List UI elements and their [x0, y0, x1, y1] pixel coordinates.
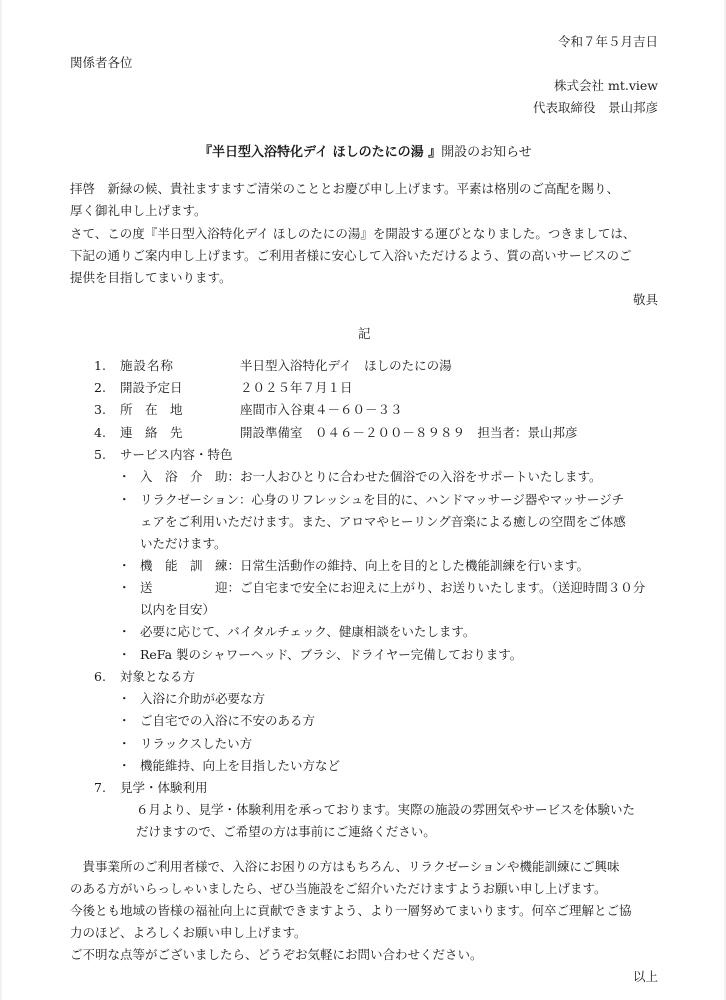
service-line: いただけます。	[140, 536, 227, 551]
closing-keigu: 敬具	[632, 292, 658, 307]
section-title: 見学・体験利用	[120, 780, 208, 795]
item-row	[94, 399, 403, 422]
greeting-line: 下記の通りご案内申し上げます。ご利用者様に安心して入浴いただけるよう、質の高いサービスのご	[70, 248, 632, 263]
item-number: 1.	[94, 358, 106, 373]
item-label: 連 絡 先	[120, 425, 183, 440]
bullet-marker: ・	[118, 758, 131, 773]
item-number: 3.	[94, 402, 106, 417]
target-line: 入浴に介助が必要な方	[140, 691, 266, 706]
visit-line: ６月より、見学・体験利用を承っております。実際の施設の雰囲気やサービスを体験いた	[136, 802, 636, 817]
service-line: リラクゼーション：心身のリフレッシュを目的に、ハンドマッサージ器やマッサージチ	[140, 492, 625, 507]
bullet-marker: ・	[118, 647, 131, 662]
bullet-marker: ・	[118, 580, 131, 595]
greeting-line: 厚く御礼申し上げます。	[70, 203, 207, 218]
service-line: 送 迎：ご自宅まで安全にお迎えに上がり、お送りいたします。（送迎時間３０分	[140, 580, 646, 595]
bullet-marker: ・	[118, 713, 131, 728]
service-line: 以内を目安）	[140, 602, 216, 617]
item-number: 6.	[94, 669, 106, 684]
service-line: 機 能 訓 練：日常生活動作の維持、向上を目的とした機能訓練を行います。	[140, 558, 590, 573]
bullet-marker: ・	[118, 492, 131, 507]
recipient: 関係者各位	[70, 55, 133, 70]
page-title	[199, 142, 532, 165]
item-value: ２０２５年７月１日	[240, 380, 353, 395]
item-label: 施設名称	[120, 358, 175, 373]
service-line: ェアをご利用いただけます。また、アロマやヒーリング音楽による癒しの空間をご体感	[140, 514, 626, 529]
section-title: 対象となる方	[120, 669, 196, 684]
service-line: 必要に応じて、バイタルチェック、健康相談をいたします。	[140, 624, 476, 639]
title-main: 『半日型入浴特化デイ ほしのたにの湯 』	[199, 145, 442, 160]
item-row	[94, 377, 353, 400]
item-row	[94, 355, 452, 378]
closing-ijo: 以上	[632, 969, 658, 984]
target-line: リラックスしたい方	[140, 736, 253, 751]
item-value: 座間市入谷東４－６０－３３	[240, 402, 403, 417]
representative: 代表取締役 景山邦彦	[532, 100, 658, 115]
company-name: 株式会社 mt.view	[554, 78, 658, 93]
item-row	[94, 422, 578, 445]
item-number: 7.	[94, 780, 106, 795]
greeting-line: さて、この度『半日型入浴特化デイ ほしのたにの湯』を開設する運びとなりました。つきましては、	[70, 226, 636, 241]
document-page	[2, 0, 724, 1000]
item-label: 所 在 地	[120, 402, 183, 417]
greeting-line: 提供を目指してまいります。	[70, 270, 232, 285]
bullet-marker: ・	[118, 558, 131, 573]
item-value: 半日型入浴特化デイ ほしのたにの湯	[240, 358, 452, 373]
service-line: 入 浴 介 助：お一人おひとりに合わせた個浴での入浴をサポートいたします。	[140, 469, 602, 484]
closing-line: 貴事業所のご利用者様で、入浴にお困りの方はもちろん、リラクゼーションや機能訓練にご興味	[70, 859, 620, 874]
section-heading	[94, 444, 233, 467]
item-number: 4.	[94, 425, 106, 440]
date: 令和７年５月吉日	[557, 34, 658, 49]
closing-line: のある方がいらっしゃいましたら、ぜひ当施設をご紹介いただけますようお願い申し上げます。	[70, 881, 607, 896]
item-value: 開設準備室 ０４６－２００－８９８９ 担当者：景山邦彦	[240, 425, 578, 440]
service-line: ReFa 製のシャワーヘッド、ブラシ、ドライヤー完備しております。	[140, 647, 523, 662]
item-label: 開設予定日	[120, 380, 183, 395]
item-number: 5.	[94, 447, 106, 462]
section-heading	[94, 666, 195, 689]
section-heading	[94, 777, 208, 800]
closing-line: ご不明な点等がございましたら、どうぞお気軽にお問い合わせください。	[70, 947, 483, 962]
greeting-line: 拝啓 新緑の候、貴社ますますご清栄のこととお慶び申し上げます。平素は格別のご高配を賜り、	[70, 181, 620, 196]
section-title: サービス内容・特色	[120, 447, 233, 462]
target-line: ご自宅での入浴に不安のある方	[140, 713, 316, 728]
bullet-marker: ・	[118, 736, 131, 751]
title-tail: 開設のお知らせ	[441, 145, 532, 160]
closing-line: 今後とも地域の皆様の福祉向上に貢献できますよう、より一層努めてまいります。何卒ご理解とご協	[70, 903, 632, 918]
visit-line: だけますので、ご希望の方は事前にご連絡ください。	[136, 824, 436, 839]
item-number: 2.	[94, 380, 106, 395]
bullet-marker: ・	[118, 624, 131, 639]
bullet-marker: ・	[118, 691, 131, 706]
closing-line: 力のほど、よろしくお願い申し上げます。	[70, 925, 307, 940]
target-line: 機能維持、向上を目指したい方など	[140, 758, 341, 773]
ki-heading: 記	[358, 326, 371, 341]
bullet-marker: ・	[118, 469, 131, 484]
